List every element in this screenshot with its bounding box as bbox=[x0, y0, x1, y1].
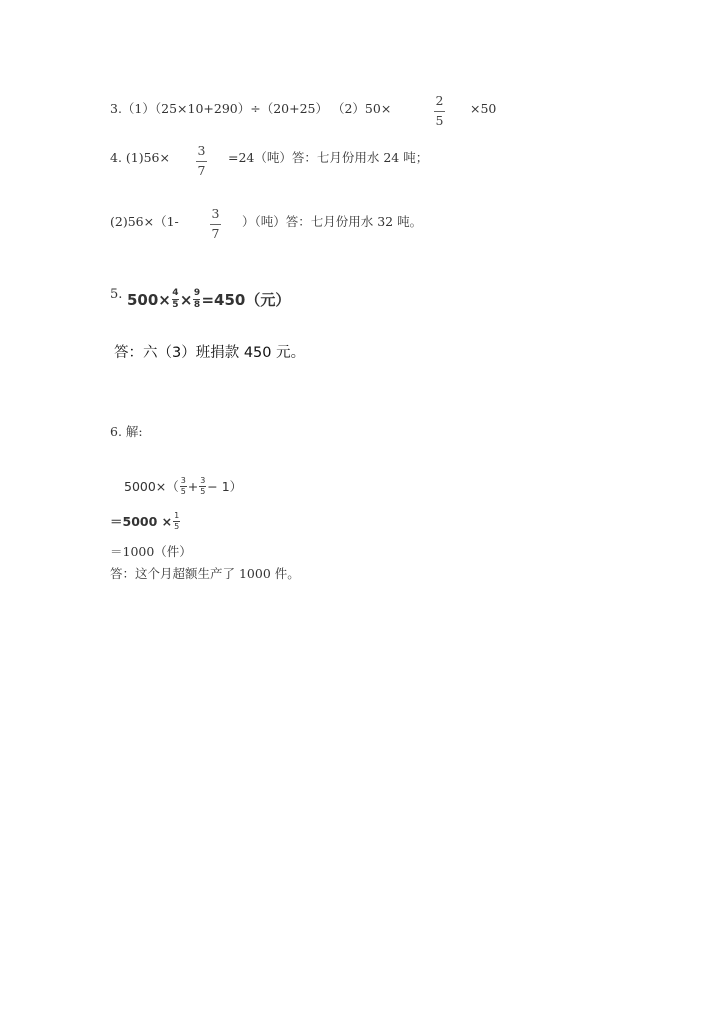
q4-line1-prefix: 4. (1)56× bbox=[110, 150, 170, 165]
q3-fraction bbox=[434, 95, 445, 127]
q6-step1-fraction-1 bbox=[180, 477, 187, 496]
q6-step1-op: + bbox=[187, 479, 199, 495]
q4-line2-fraction bbox=[210, 208, 221, 240]
q6-step1-fraction-1-denominator: 5 bbox=[180, 487, 186, 496]
q4-line2-fraction-denominator: 7 bbox=[211, 225, 220, 241]
q6-step2 bbox=[110, 513, 181, 532]
q5-fraction-1 bbox=[172, 289, 179, 310]
q6-step2-a: ＝5000 × bbox=[110, 514, 173, 530]
q6-step1-fraction-2-numerator: 3 bbox=[200, 476, 206, 485]
q6-answer: 答：这个月超额生产了 1000 件。 bbox=[110, 566, 300, 581]
q4-line1-fraction bbox=[196, 145, 207, 177]
q5-answer: 答：六（3）班捐款 450 元。 bbox=[114, 345, 306, 361]
q5-formula-a: 500× bbox=[127, 291, 171, 309]
q6-step3: ＝1000（件） bbox=[110, 544, 192, 559]
q5-formula bbox=[127, 290, 290, 311]
q6-step1-fraction-1-numerator: 3 bbox=[180, 476, 186, 485]
q6-step1-a: 5000×（ bbox=[124, 479, 179, 495]
q4-line1-suffix: =24（吨）答：七月份用水 24 吨； bbox=[228, 150, 429, 165]
q3-expression-tail: ×50 bbox=[470, 101, 497, 116]
q3-fraction-denominator: 5 bbox=[435, 112, 444, 128]
q3-fraction-numerator: 2 bbox=[435, 93, 444, 108]
q6-step1-fraction-2-denominator: 5 bbox=[200, 487, 206, 496]
q4-line2-suffix: ）（吨）答：七月份用水 32 吨。 bbox=[242, 214, 423, 229]
q6-step1 bbox=[124, 478, 242, 497]
q4-line1-fraction-numerator: 3 bbox=[197, 143, 206, 158]
q6-step1-fraction-2 bbox=[199, 477, 206, 496]
q5-fraction-2-denominator: 8 bbox=[193, 300, 201, 310]
q6-step2-fraction bbox=[173, 512, 180, 531]
q5-fraction-2-numerator: 9 bbox=[193, 288, 201, 298]
q4-line2-prefix: (2)56×（1- bbox=[110, 214, 179, 229]
q6-step1-b: − 1） bbox=[207, 479, 243, 495]
q5-fraction-1-numerator: 4 bbox=[172, 288, 179, 298]
q5-fraction-1-denominator: 5 bbox=[172, 300, 179, 310]
q3-expression: 3.（1）（25×10+290）÷（20+25） （2）50× bbox=[110, 101, 392, 116]
q6-step2-fraction-numerator: 1 bbox=[174, 511, 180, 520]
q6-label: 6. 解: bbox=[110, 424, 143, 439]
q4-line1-fraction-denominator: 7 bbox=[197, 162, 206, 178]
q6-step2-fraction-denominator: 5 bbox=[174, 522, 180, 531]
q5-number: 5. bbox=[110, 287, 123, 302]
q5-formula-b: × bbox=[179, 291, 193, 309]
q5-formula-c: =450（元） bbox=[201, 291, 291, 309]
q4-line2-fraction-numerator: 3 bbox=[211, 206, 220, 221]
q5-fraction-2 bbox=[193, 289, 200, 310]
